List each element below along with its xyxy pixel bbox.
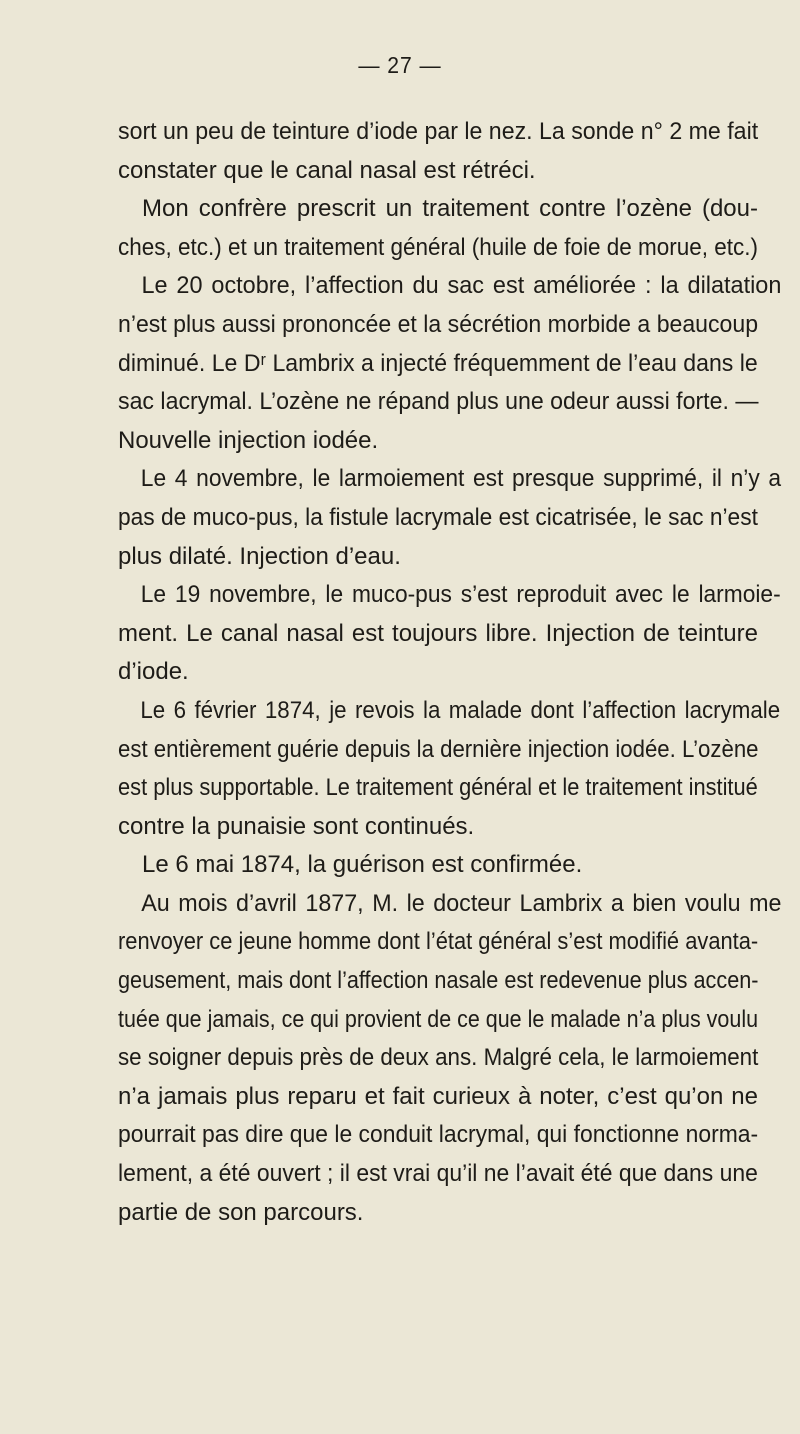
- text-line: tuée que jamais, ce qui provient de ce que le malade n’a plus voulu: [118, 1005, 759, 1033]
- text-line: plus dilaté. Injection d’eau.: [118, 542, 401, 570]
- text-line: Le 6 mai 1874, la guérison est confirmée.: [142, 851, 583, 879]
- text-line: ment. Le canal nasal est toujours libre. Injection de teinture: [118, 619, 758, 647]
- text-line: contre la punaisie sont continués.: [118, 812, 475, 840]
- text-line: pourrait pas dire que le conduit lacrymal, qui fonctionne norma-: [118, 1121, 759, 1149]
- text-line: Le 20 octobre, l’affection du sac est améliorée : la dilatation: [141, 272, 782, 300]
- text-line: Le 4 novembre, le larmoiement est presque supprimé, il n’y a: [140, 465, 782, 493]
- page-number: — 27 —: [358, 52, 442, 78]
- text-line: Au mois d’avril 1877, M. le docteur Lambrix a bien voulu me: [141, 889, 782, 917]
- text-line: sac lacrymal. L’ozène ne répand plus une odeur aussi forte. —: [118, 388, 759, 416]
- text-line: est plus supportable. Le traitement général et le traitement institué: [118, 774, 758, 802]
- text-line: lement, a été ouvert ; il est vrai qu’il ne l’avait été que dans une: [118, 1160, 758, 1188]
- text-line: renvoyer ce jeune homme dont l’état général s’est modifié avanta-: [118, 928, 759, 956]
- text-line: ches, etc.) et un traitement général (huile de foie de morue, etc.): [118, 233, 759, 261]
- text-line: Le 6 février 1874, je revois la malade dont l’affection lacrymale: [140, 696, 781, 724]
- text-line: est entièrement guérie depuis la dernière injection iodée. L’ozène: [118, 735, 759, 763]
- text-line: diminué. Le Dʳ Lambrix a injecté fréquemment de l’eau dans le: [118, 349, 758, 377]
- text-line: sort un peu de teinture d’iode par le nez. La sonde n° 2 me fait: [118, 118, 759, 145]
- text-line: Nouvelle injection iodée.: [118, 426, 379, 454]
- text-line: n’est plus aussi prononcée et la sécrétion morbide a beaucoup: [118, 310, 759, 338]
- text-line: se soigner depuis près de deux ans. Malgré cela, le larmoiement: [118, 1044, 759, 1072]
- text-line: n’a jamais plus reparu et fait curieux à noter, c’est qu’on ne: [118, 1082, 758, 1110]
- text-line: constater que le canal nasal est rétréci.: [118, 156, 536, 184]
- text-line: Le 19 novembre, le muco-pus s’est reproduit avec le larmoie-: [140, 581, 781, 609]
- body-text: [118, 113, 782, 1232]
- text-line: pas de muco-pus, la fistule lacrymale est cicatrisée, le sac n’est: [118, 503, 758, 531]
- text-line: partie de son parcours.: [118, 1198, 364, 1226]
- text-line: d’iode.: [118, 658, 189, 686]
- text-line: geusement, mais dont l’affection nasale est redevenue plus accen-: [118, 967, 759, 995]
- text-line: Mon confrère prescrit un traitement contre l’ozène (dou-: [142, 195, 758, 223]
